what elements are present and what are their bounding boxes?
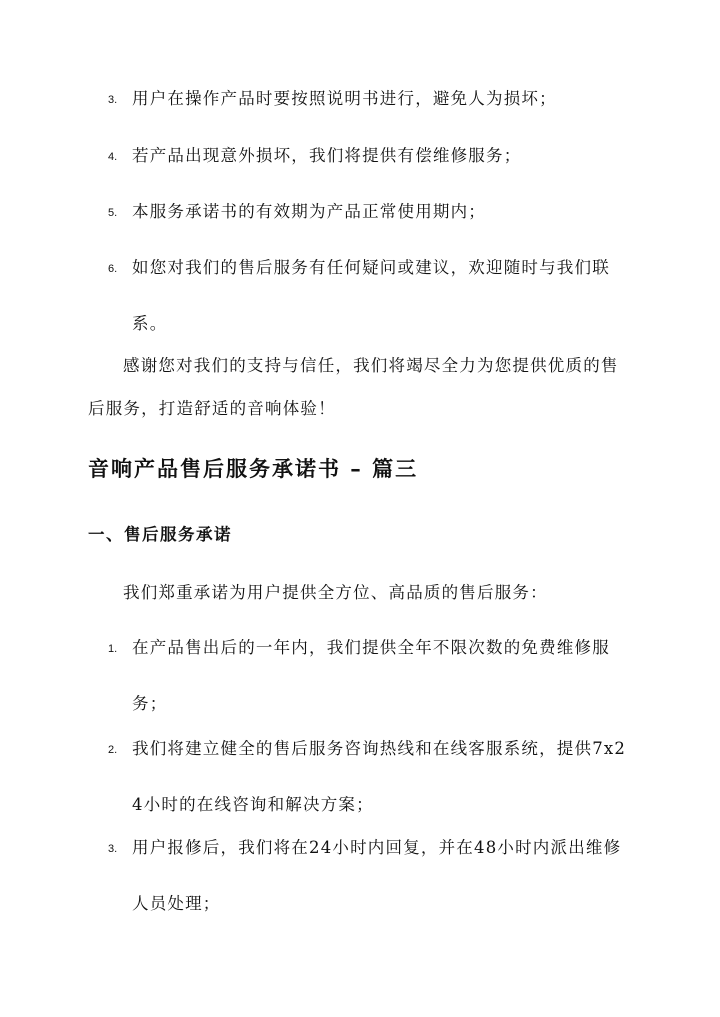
- subsection-title: 一、售后服务承诺: [88, 525, 232, 544]
- list-item-text: 如您对我们的售后服务有任何疑问或建议，欢迎随时与我们联系。: [132, 258, 610, 333]
- list-number: 2.: [108, 744, 118, 756]
- closing-paragraph: 感谢您对我们的支持与信任，我们将竭尽全力为您提供优质的售后服务，打造舒适的音响体验！: [88, 356, 619, 418]
- list-number: 4.: [108, 151, 118, 163]
- list-number: 6.: [108, 263, 118, 275]
- list-item-text: 用户在操作产品时要按照说明书进行，避免人为损坏；: [132, 89, 557, 108]
- list-item-text: 在产品售出后的一年内，我们提供全年不限次数的免费维修服务；: [132, 638, 610, 713]
- list-item: [108, 128, 638, 185]
- list-number: 3.: [108, 843, 118, 855]
- section-title: 音响产品售后服务承诺书 – 篇三: [88, 456, 419, 481]
- list-item: [108, 721, 638, 833]
- list-number: 5.: [108, 207, 118, 219]
- list-item: [108, 184, 638, 241]
- list-number: 1.: [108, 643, 118, 655]
- list-item-text: 若产品出现意外损坏，我们将提供有偿维修服务；: [132, 146, 522, 165]
- list-item-text: 用户报修后，我们将在24小时内回复，并在48小时内派出维修人员处理；: [132, 838, 622, 913]
- list-number: 3.: [108, 94, 118, 106]
- intro-paragraph: 我们郑重承诺为用户提供全方位、高品质的售后服务：: [123, 583, 548, 602]
- list-item: [108, 820, 638, 932]
- list-item-text: 我们将建立健全的售后服务咨询热线和在线客服系统，提供7x24小时的在线咨询和解决方案；: [132, 739, 627, 814]
- list-item: [108, 240, 638, 352]
- list-item-text: 本服务承诺书的有效期为产品正常使用期内；: [132, 202, 486, 221]
- list-item: [108, 71, 638, 128]
- list-item: [108, 620, 638, 732]
